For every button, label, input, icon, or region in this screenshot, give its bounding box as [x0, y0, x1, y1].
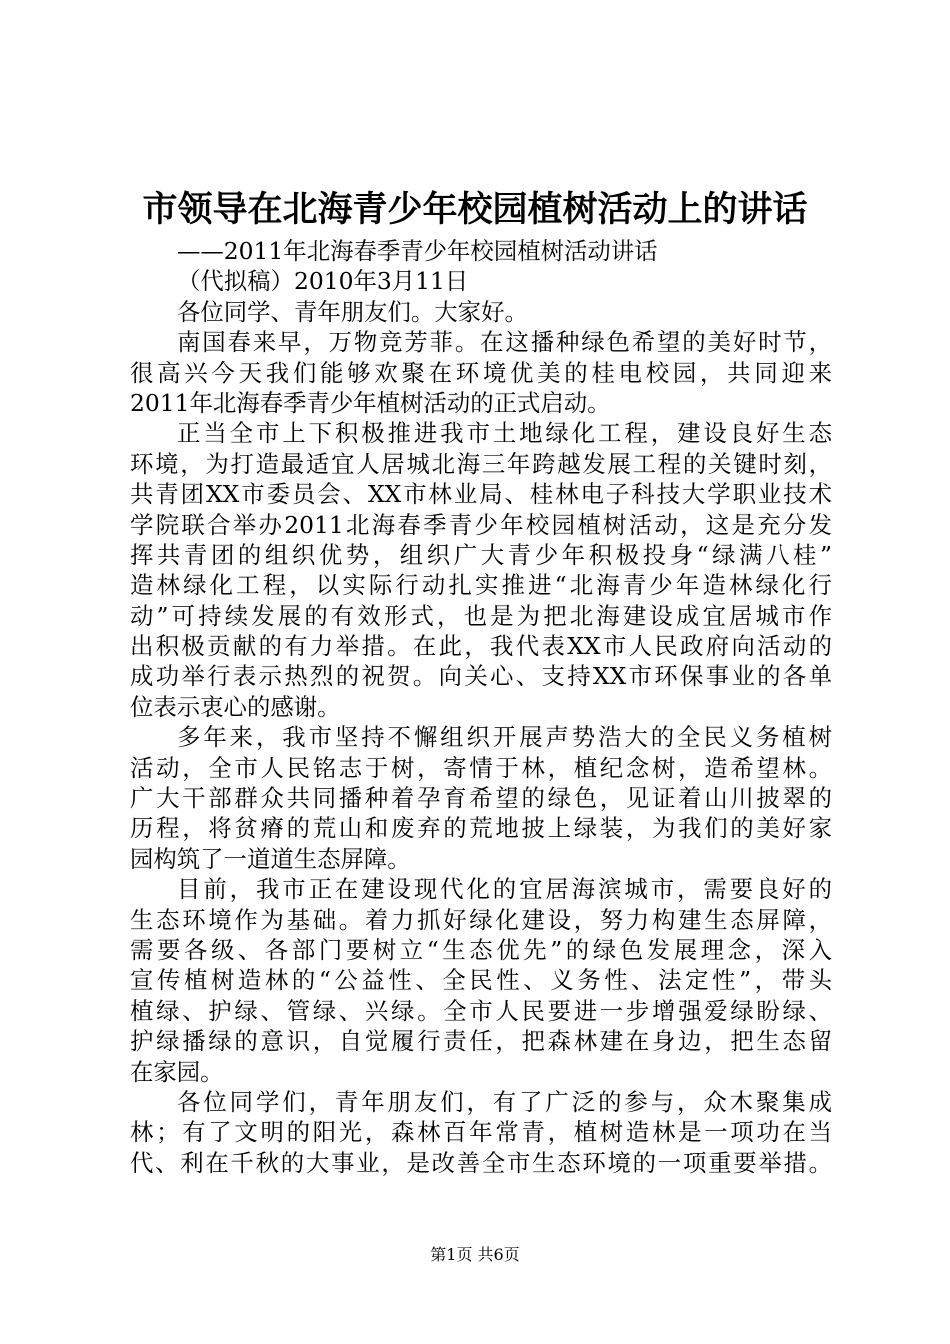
paragraph-line: 挥共青团的组织优势，组织广大青少年积极投身“绿满八桂” [130, 540, 832, 569]
paragraph-2 [130, 418, 832, 722]
paragraph-line: 活动，全市人民铭志于树，寄情于林，植纪念树，造希望林。 [130, 753, 832, 782]
paragraph-line: 历程，将贫瘠的荒山和废弃的荒地披上绿装，为我们的美好家 [130, 814, 832, 843]
paragraph-line: 需要各级、各部门要树立“生态优先”的绿色发展理念，深入 [130, 935, 832, 964]
paragraph-line: 植绿、护绿、管绿、兴绿。全市人民要进一步增强爱绿盼绿、 [130, 996, 832, 1025]
paragraph-line: 2011年北海春季青少年植树活动的正式启动。 [130, 388, 611, 417]
paragraph-line: 环境，为打造最适宜人居城北海三年跨越发展工程的关键时刻， [130, 449, 832, 478]
paragraph-4 [130, 874, 832, 1087]
page-number-footer: 第1页 共6页 [430, 1245, 520, 1264]
paragraph-line: 各位同学们，青年朋友们，有了广泛的参与，众木聚集成 [177, 1087, 832, 1116]
paragraph-line: 多年来，我市坚持不懈组织开展声势浩大的全民义务植树 [177, 723, 832, 752]
paragraph-line: 造林绿化工程，以实际行动扎实推进“北海青少年造林绿化行 [130, 571, 832, 600]
paragraph-line: 出积极贡献的有力举措。在此，我代表XX市人民政府向活动的 [130, 632, 832, 661]
paragraph-5 [130, 1087, 832, 1178]
document-subtitle: ——2011年北海春季青少年校园植树活动讲话 [177, 237, 658, 265]
paragraph-line: 林；有了文明的阳光，森林百年常青，植树造林是一项功在当 [130, 1118, 832, 1147]
paragraph-line: 共青团XX市委员会、XX市林业局、桂林电子科技大学职业技术 [130, 480, 832, 509]
document-body [130, 236, 832, 1178]
paragraph-3 [130, 722, 832, 874]
paragraph-line: 园构筑了一道道生态屏障。 [130, 844, 411, 873]
paragraph-line: 在家园。 [130, 1057, 224, 1086]
paragraph-line: 护绿播绿的意识，自觉履行责任，把森林建在身边，把生态留 [130, 1027, 832, 1056]
paragraph-line: 目前，我市正在建设现代化的宜居海滨城市，需要良好的 [177, 875, 832, 904]
paragraph-1 [130, 327, 832, 418]
paragraph-line: 代、利在千秋的大事业，是改善全市生态环境的一项重要举措。 [130, 1148, 832, 1177]
document-title: 市领导在北海青少年校园植树活动上的讲话 [142, 189, 808, 230]
paragraph-line: 位表示衷心的感谢。 [130, 692, 341, 721]
paragraph-line: 南国春来早，万物竞芳菲。在这播种绿色希望的美好时节， [177, 328, 832, 357]
paragraph-line: 成功举行表示热烈的祝贺。向关心、支持XX市环保事业的各单 [130, 662, 832, 691]
paragraph-line: 生态环境作为基础。着力抓好绿化建设，努力构建生态屏障， [130, 905, 832, 934]
paragraph-line: 学院联合举办2011北海春季青少年校园植树活动，这是充分发 [130, 510, 832, 539]
paragraph-line: 宣传植树造林的“公益性、全民性、义务性、法定性”，带头 [130, 966, 832, 995]
paragraph-line: 很高兴今天我们能够欢聚在环境优美的桂电校园，共同迎来 [130, 358, 832, 387]
paragraph-line: 动”可持续发展的有效形式，也是为把北海建设成宜居城市作 [130, 601, 832, 630]
paragraph-line: 广大干部群众共同播种着孕育希望的绿色，见证着山川披翠的 [130, 784, 832, 813]
draft-date: （代拟稿）2010年3月11日 [177, 267, 469, 296]
greeting: 各位同学、青年朋友们。大家好。 [177, 297, 528, 326]
paragraph-line: 正当全市上下积极推进我市土地绿化工程，建设良好生态 [177, 419, 832, 448]
